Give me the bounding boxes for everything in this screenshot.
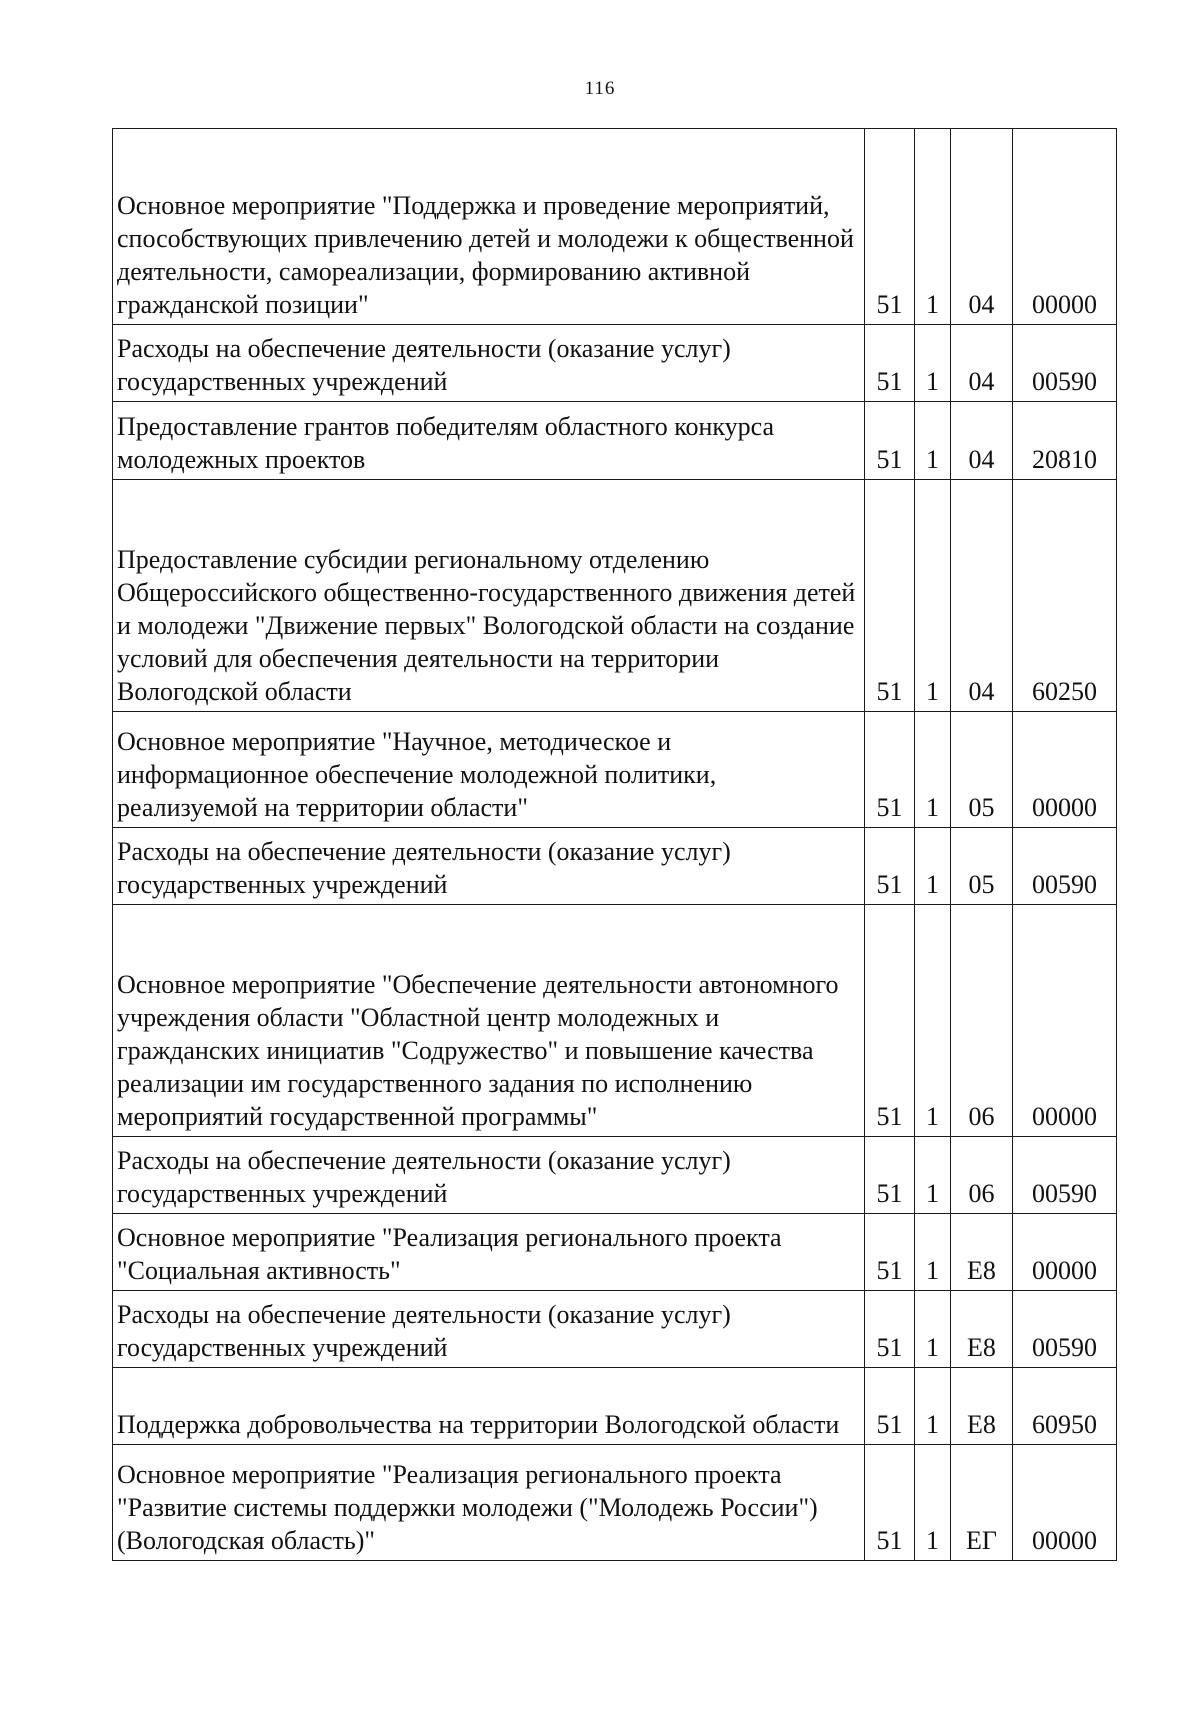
- code-direction: 00590: [1013, 1291, 1117, 1368]
- code-direction: 00000: [1013, 712, 1117, 828]
- row-description: Расходы на обеспечение деятельности (оказание услуг) государственных учреждений: [113, 828, 865, 905]
- code-subprogram: 1: [915, 480, 951, 712]
- code-subprogram: 1: [915, 828, 951, 905]
- row-description: Поддержка добровольчества на территории Вологодской области: [113, 1368, 865, 1445]
- code-direction: 00000: [1013, 1445, 1117, 1561]
- row-description: Основное мероприятие "Реализация регионального проекта "Социальная активность": [113, 1214, 865, 1291]
- table-row: [113, 1445, 1117, 1561]
- table-row: [113, 129, 1117, 325]
- code-direction: 60950: [1013, 1368, 1117, 1445]
- code-ministry: 51: [865, 325, 915, 402]
- code-ministry: 51: [865, 1291, 915, 1368]
- code-direction: 00590: [1013, 828, 1117, 905]
- code-ministry: 51: [865, 1445, 915, 1561]
- table-row: [113, 1137, 1117, 1214]
- table-row: [113, 905, 1117, 1137]
- code-activity: ЕГ: [951, 1445, 1013, 1561]
- code-ministry: 51: [865, 402, 915, 480]
- code-ministry: 51: [865, 1214, 915, 1291]
- code-ministry: 51: [865, 712, 915, 828]
- table-row: [113, 712, 1117, 828]
- code-activity: Е8: [951, 1368, 1013, 1445]
- code-activity: 04: [951, 129, 1013, 325]
- row-description: Основное мероприятие "Научное, методическое и информационное обеспечение молодежной политики, реализуемой на территории области": [113, 712, 865, 828]
- code-direction: 20810: [1013, 402, 1117, 480]
- code-ministry: 51: [865, 828, 915, 905]
- code-subprogram: 1: [915, 402, 951, 480]
- code-subprogram: 1: [915, 325, 951, 402]
- code-direction: 00000: [1013, 1214, 1117, 1291]
- code-subprogram: 1: [915, 1214, 951, 1291]
- code-subprogram: 1: [915, 1291, 951, 1368]
- row-description: Основное мероприятие "Поддержка и проведение мероприятий, способствующих привлечению детей и молодежи к общественной деятельности, самореализации, формированию активной гражданской позиции": [113, 129, 865, 325]
- code-ministry: 51: [865, 1368, 915, 1445]
- code-activity: 04: [951, 402, 1013, 480]
- code-subprogram: 1: [915, 1137, 951, 1214]
- budget-table: [112, 128, 1117, 1561]
- table-row: [113, 828, 1117, 905]
- code-ministry: 51: [865, 129, 915, 325]
- code-subprogram: 1: [915, 1368, 951, 1445]
- row-description: Предоставление субсидии региональному отделению Общероссийского общественно-государственного движения детей и молодежи "Движение первых" Вологодской области на создание условий для обеспечения деятельности на территории Вологодской области: [113, 480, 865, 712]
- code-direction: 00000: [1013, 905, 1117, 1137]
- code-ministry: 51: [865, 905, 915, 1137]
- code-activity: Е8: [951, 1214, 1013, 1291]
- row-description: Основное мероприятие "Обеспечение деятельности автономного учреждения области "Областной центр молодежных и гражданских инициатив "Содружество" и повышение качества реализации им государственного задания по исполнению мероприятий государственной программы": [113, 905, 865, 1137]
- code-ministry: 51: [865, 1137, 915, 1214]
- code-activity: 05: [951, 828, 1013, 905]
- table-row: [113, 1291, 1117, 1368]
- code-activity: 06: [951, 1137, 1013, 1214]
- code-activity: 04: [951, 480, 1013, 712]
- code-subprogram: 1: [915, 712, 951, 828]
- code-subprogram: 1: [915, 1445, 951, 1561]
- table-row: [113, 480, 1117, 712]
- code-subprogram: 1: [915, 905, 951, 1137]
- code-direction: 00000: [1013, 129, 1117, 325]
- row-description: Основное мероприятие "Реализация регионального проекта "Развитие системы поддержки молодежи ("Молодежь России") (Вологодская область)": [113, 1445, 865, 1561]
- code-subprogram: 1: [915, 129, 951, 325]
- table-row: [113, 1368, 1117, 1445]
- table-row: [113, 1214, 1117, 1291]
- code-activity: 04: [951, 325, 1013, 402]
- row-description: Расходы на обеспечение деятельности (оказание услуг) государственных учреждений: [113, 325, 865, 402]
- code-ministry: 51: [865, 480, 915, 712]
- row-description: Предоставление грантов победителям областного конкурса молодежных проектов: [113, 402, 865, 480]
- row-description: Расходы на обеспечение деятельности (оказание услуг) государственных учреждений: [113, 1137, 865, 1214]
- code-activity: 05: [951, 712, 1013, 828]
- table-row: [113, 402, 1117, 480]
- code-direction: 00590: [1013, 1137, 1117, 1214]
- table-row: [113, 325, 1117, 402]
- code-activity: Е8: [951, 1291, 1013, 1368]
- page-number: 116: [584, 78, 616, 99]
- code-direction: 00590: [1013, 325, 1117, 402]
- row-description: Расходы на обеспечение деятельности (оказание услуг) государственных учреждений: [113, 1291, 865, 1368]
- code-direction: 60250: [1013, 480, 1117, 712]
- code-activity: 06: [951, 905, 1013, 1137]
